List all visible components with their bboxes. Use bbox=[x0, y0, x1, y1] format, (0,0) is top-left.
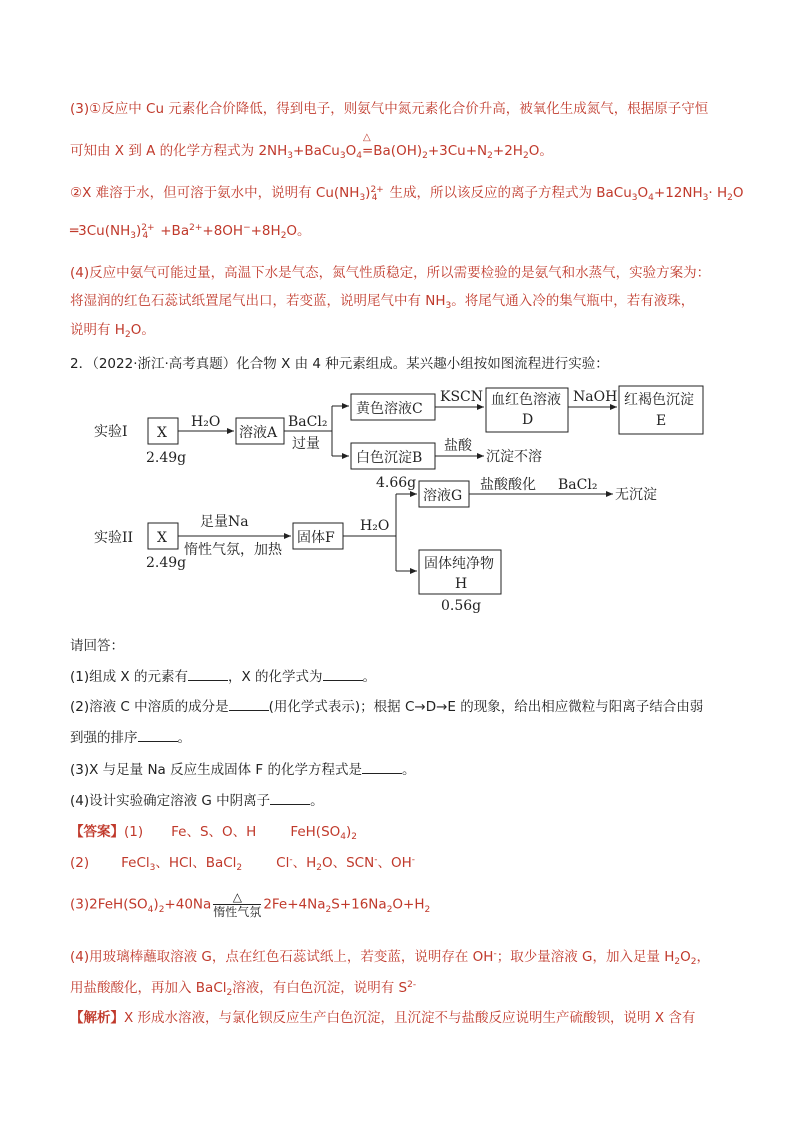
text: 、HCl、BaCl bbox=[155, 855, 237, 871]
text: O bbox=[732, 185, 744, 201]
text: +2H bbox=[492, 143, 523, 159]
sub: 4 bbox=[648, 193, 654, 203]
x-label-1: X bbox=[157, 425, 167, 441]
analysis-label: 【解析】 bbox=[70, 1010, 124, 1026]
sola-label: 溶液A bbox=[239, 425, 278, 441]
excess-na-label: 足量Na bbox=[200, 514, 249, 530]
text: 到强的排序 bbox=[70, 730, 138, 746]
text: O、SCN bbox=[321, 855, 375, 871]
text: 。 bbox=[362, 669, 377, 685]
heat-symbol: △ bbox=[213, 890, 261, 905]
text: (4)设计实验确定溶液 G 中阴离子 bbox=[70, 793, 271, 809]
sub: 2 bbox=[124, 330, 131, 340]
text: X 形成水溶液，与氯化钡反应生产白色沉淀，且沉淀不与盐酸反应说明生产硫酸钡，说明 X 含有 bbox=[124, 1010, 696, 1026]
text: 将湿润的红色石蕊试纸置尾气出口，若变蓝，说明尾气中有 NH bbox=[70, 293, 446, 309]
text: +BaCu bbox=[293, 143, 340, 159]
text: 说明有 H bbox=[70, 322, 125, 338]
sub: 2 bbox=[674, 957, 681, 967]
charge: 2+4 bbox=[141, 223, 155, 241]
flow-diagram bbox=[86, 376, 726, 616]
solution-line-3-2a: ②X 难溶于水，但可溶于氨水中，说明有 $Cu(NH_3)2+4$ 生成，所以该反应的离子方程式为 $BaCu_3O_4+12NH_3\cdot H_2O$ bbox=[70, 185, 744, 203]
sub: 2 bbox=[226, 988, 233, 998]
d-label-1: 血红色溶液 bbox=[491, 392, 561, 408]
b-label: 白色沉淀B bbox=[356, 450, 423, 466]
text: ═3Cu(NH bbox=[70, 223, 131, 239]
please-answer bbox=[70, 634, 124, 654]
e-label-2: E bbox=[656, 413, 667, 429]
sub: 3 bbox=[359, 193, 366, 203]
text: 、OH bbox=[377, 855, 412, 871]
text: 生成，所以该反应的离子方程式为 BaCu bbox=[389, 185, 632, 201]
text: ，X 的化学式为 bbox=[227, 669, 323, 685]
g-label: 溶液G bbox=[423, 488, 463, 504]
answer-label: 【答案】 bbox=[70, 824, 124, 840]
answer-4a bbox=[70, 945, 710, 965]
q2b bbox=[70, 726, 191, 746]
bacl2-label: BaCl₂ bbox=[288, 414, 328, 430]
naoh-label: NaOH bbox=[573, 389, 618, 405]
text: (4)反应中氨气可能过量，高温下水是气态，氮气性质稳定，所以需要检验的是氨气和水蒸气，实验方案为： bbox=[70, 265, 711, 281]
text: 用盐酸酸化，再加入 BaCl bbox=[70, 980, 227, 996]
text: Fe、S、O、H bbox=[171, 824, 257, 840]
text: +3Cu+N bbox=[427, 143, 488, 159]
text: (2)溶液 C 中溶质的成分是 bbox=[70, 699, 229, 715]
d-label-2: D bbox=[522, 412, 534, 428]
e-label-1: 红褐色沉淀 bbox=[624, 392, 694, 408]
text: (1) bbox=[124, 824, 144, 840]
blank bbox=[138, 729, 178, 742]
text: ， bbox=[696, 949, 711, 965]
answer-2 bbox=[70, 851, 415, 871]
text: 。 bbox=[401, 762, 416, 778]
excess-label: 过量 bbox=[292, 436, 320, 452]
sub: 2 bbox=[351, 832, 358, 842]
reaction-condition bbox=[213, 890, 261, 919]
answer-1 bbox=[70, 820, 357, 840]
sub: 2 bbox=[236, 863, 243, 873]
text: FeCl bbox=[121, 855, 150, 871]
h-label-2: H bbox=[455, 576, 468, 592]
sub: 2 bbox=[487, 151, 493, 161]
noppt-label: 无沉淀 bbox=[615, 487, 657, 503]
sup: - bbox=[411, 855, 415, 865]
text: (1)组成 X 的元素有 bbox=[70, 669, 188, 685]
text: 。 bbox=[310, 793, 324, 809]
kscn-label: KSCN bbox=[440, 389, 484, 405]
text: 溶液，有白色沉淀，说明有 S bbox=[232, 980, 408, 996]
text: +40Na bbox=[164, 896, 212, 913]
blank bbox=[188, 668, 228, 681]
text: 、H bbox=[292, 855, 317, 871]
text: (2) bbox=[70, 855, 90, 871]
text: +8OH bbox=[202, 223, 244, 239]
sub: 3 bbox=[445, 301, 452, 311]
sub: 3 bbox=[702, 193, 709, 203]
heat-equals: △ = bbox=[361, 132, 374, 159]
text: ②X 难溶于水，但可溶于氨水中，说明有 Cu(NH bbox=[70, 185, 360, 201]
text: S+16Na bbox=[331, 896, 387, 913]
blank bbox=[229, 698, 269, 711]
exp1-label: 实验I bbox=[94, 424, 128, 440]
blank bbox=[362, 761, 402, 774]
text: (用化学式表示)；根据 C→D→E 的现象，给出相应微粒与阳离子结合由弱 bbox=[268, 699, 704, 715]
text: 可知由 X 到 A 的化学方程式为 2NH bbox=[70, 143, 288, 159]
sub: 3 bbox=[130, 231, 136, 241]
sub: 2 bbox=[386, 904, 393, 915]
sup: − bbox=[243, 223, 251, 233]
text: ) bbox=[346, 824, 352, 840]
sub: 2 bbox=[522, 151, 529, 161]
text: 请回答： bbox=[70, 638, 124, 654]
sub: 2 bbox=[422, 151, 428, 161]
text: ) bbox=[153, 896, 159, 913]
inert-label: 惰性气氛，加热 bbox=[184, 542, 282, 558]
f-label: 固体F bbox=[297, 530, 335, 546]
charge: 2+4 bbox=[370, 185, 384, 203]
text: +Ba bbox=[160, 223, 190, 239]
text: +8H bbox=[250, 223, 281, 239]
text: (3)2FeH(SO bbox=[70, 896, 148, 913]
text: FeH(SO bbox=[290, 824, 341, 840]
sub: 2 bbox=[325, 904, 332, 915]
text: 。 bbox=[177, 730, 191, 746]
insoluble-label: 沉淀不溶 bbox=[486, 449, 542, 465]
h-label-1: 固体纯净物 bbox=[424, 556, 494, 572]
x-label-2: X bbox=[157, 530, 167, 546]
sub: 2 bbox=[727, 193, 733, 203]
text: · H bbox=[708, 185, 728, 201]
sub: 3 bbox=[339, 151, 346, 161]
text: O bbox=[345, 143, 357, 159]
text: ；取少量溶液 G，加入足量 H bbox=[496, 949, 675, 965]
sub: 3 bbox=[287, 151, 294, 161]
blank bbox=[270, 792, 310, 805]
sub: 2 bbox=[424, 904, 431, 915]
text: (4)用玻璃棒蘸取溶液 G，点在红色石蕊试纸上，若变蓝，说明存在 OH bbox=[70, 949, 494, 965]
text: O bbox=[680, 949, 691, 965]
text: +12NH bbox=[653, 185, 703, 201]
text: (3)X 与足量 Na 反应生成固体 F 的化学方程式是 bbox=[70, 762, 362, 778]
exp2-label: 实验II bbox=[94, 530, 134, 546]
solution-line-3-2b: $═3Cu(NH_3)2+4 +Ba^{2+}+8OH^-+8H_2O$。 bbox=[70, 223, 311, 241]
mass-x-2: 2.49g bbox=[146, 555, 187, 571]
sub: 3 bbox=[631, 193, 638, 203]
text: Cl bbox=[276, 855, 290, 871]
solution-line-3-1a bbox=[70, 97, 708, 117]
text: 。将尾气通入冷的集气瓶中，若有液珠， bbox=[451, 293, 695, 309]
analysis bbox=[70, 1006, 695, 1026]
sup: - bbox=[374, 855, 378, 865]
q2a bbox=[70, 695, 703, 715]
sub: 2 bbox=[316, 863, 322, 873]
text: 2Fe+4Na bbox=[263, 896, 326, 913]
q4 bbox=[70, 789, 324, 809]
mass-x-1: 2.49g bbox=[146, 450, 187, 466]
blank bbox=[323, 668, 363, 681]
sub: 2 bbox=[158, 904, 165, 915]
h2o-label-1: H₂O bbox=[191, 414, 221, 430]
answer-3 bbox=[70, 890, 430, 919]
text: O+H bbox=[392, 896, 425, 913]
text: O。 bbox=[528, 143, 553, 159]
answer-4b bbox=[70, 976, 416, 996]
q3 bbox=[70, 758, 415, 778]
sup: - bbox=[493, 949, 497, 959]
text: 2．（2022·浙江·高考真题）化合物 X 由 4 种元素组成。某兴趣小组按如图流程进行实验： bbox=[70, 356, 609, 372]
condition-text: 惰性气氛 bbox=[213, 905, 262, 919]
hcl-acid-label: 盐酸酸化 bbox=[480, 477, 536, 493]
solution-line-4c bbox=[70, 318, 155, 338]
sub: 4 bbox=[356, 151, 362, 161]
solution-line-4b bbox=[70, 289, 694, 309]
sup: 2+ bbox=[189, 223, 203, 233]
solution-line-3-1b bbox=[70, 132, 553, 161]
mass-h: 0.56g bbox=[441, 598, 482, 614]
text: O。 bbox=[286, 223, 311, 239]
sub: 4 bbox=[147, 904, 154, 915]
text: O bbox=[637, 185, 649, 201]
sub: 3 bbox=[149, 863, 156, 873]
c-label: 黄色溶液C bbox=[356, 401, 423, 417]
sup: - bbox=[289, 855, 293, 865]
sub: 2 bbox=[690, 957, 697, 967]
text: O。 bbox=[130, 322, 155, 338]
text: (3)①反应中 Cu 元素化合价降低，得到电子，则氨气中氮元素化合价升高，被氧化生成氮气，根据原子守恒 bbox=[70, 101, 709, 117]
h2o-label-2: H₂O bbox=[360, 518, 390, 534]
sub: 4 bbox=[340, 832, 346, 842]
q1 bbox=[70, 665, 376, 685]
mass-b: 4.66g bbox=[376, 475, 417, 491]
text: Ba(OH) bbox=[373, 143, 423, 159]
sub: 2 bbox=[280, 231, 287, 241]
question-intro bbox=[70, 352, 609, 372]
hcl-label: 盐酸 bbox=[444, 438, 472, 454]
bacl2b-label: BaCl₂ bbox=[558, 477, 598, 493]
solution-line-4a bbox=[70, 261, 710, 281]
sup: 2- bbox=[407, 980, 417, 990]
